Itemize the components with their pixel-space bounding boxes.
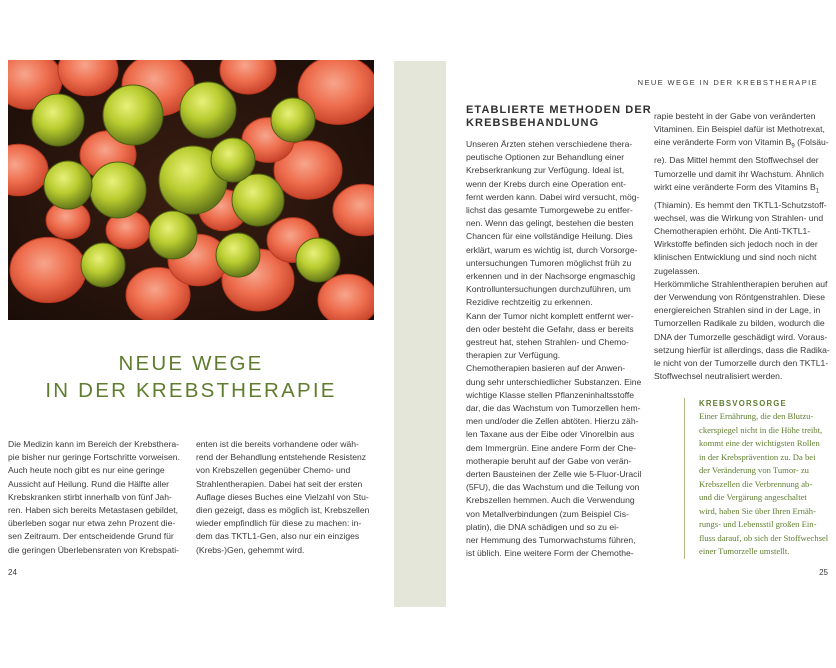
subscript: 9 <box>791 144 795 151</box>
text-line: re). Das Mittel hemmt den Stoffwechsel der <box>654 155 819 166</box>
text-line: men und/oder die Zellen abtöten. Hierzu zäh- <box>466 416 639 427</box>
info-box-line: und die Vergärung angeschaltet <box>699 492 807 502</box>
text-fragment: (Folsäu- <box>794 137 829 148</box>
cancer-cell <box>211 138 255 182</box>
text-line: Herkömmliche Strahlentherapien beruhen auf <box>654 278 828 289</box>
text-line: (Thiamin). Es hemmt den TKTL1-Schutzstoff- <box>654 199 827 210</box>
text-line: eine veränderte Form von Vitamin $B_9$ (Folsäu- <box>654 137 829 151</box>
text-line: Chemotherapien erhöht. Die Anti-TKTL1- <box>654 226 811 237</box>
text-line: Krebskranken stirbt innerhalb von fünf Jah- <box>8 491 172 502</box>
text-line: setzung hierfür ist allerdings, dass die Radika- <box>654 344 830 355</box>
red-blood-cell <box>10 237 86 302</box>
text-line: zugelassen. <box>654 265 700 276</box>
section-heading-line-1: ETABLIERTE METHODEN DER <box>466 104 652 116</box>
text-line: ist üblich. Eine weitere Form der Chemothe- <box>466 548 634 559</box>
info-box-line: wird, haben Sie über Ihren Ernäh- <box>699 505 816 516</box>
text-line: Vitaminen. Ein Beispiel dafür ist Methotrexat, <box>654 124 825 135</box>
text-line: Krebserkrankung zur Verfügung. Ideal ist, <box>466 165 625 176</box>
text-line: Stoffwechsel neutralisiert werden. <box>654 371 783 382</box>
text-line: dem Immergrün. Eine andere Form der Che- <box>466 442 637 453</box>
text-line: rapie besteht in der Gabe von veränderten <box>654 111 816 121</box>
running-head: NEUE WEGE IN DER KREBSTHERAPIE <box>637 78 818 87</box>
text-line: Chancen für eine vollständige Heilung. Dies <box>466 231 633 242</box>
text-line: Kontrolluntersuchungen durchzuführen, um <box>466 284 631 295</box>
text-line: wichtige Klasse stellen Pflanzeninhaltsstoffe <box>466 389 634 400</box>
page-number-left: 24 <box>8 568 17 577</box>
text-line: sen Zeitraum. Der entscheidende Grund für <box>8 531 174 542</box>
section-heading <box>466 104 656 130</box>
right-body-column-1 <box>466 138 652 561</box>
chapter-title <box>8 350 374 404</box>
info-box-line: kommt eine der wichtigsten Rollen <box>699 438 820 448</box>
text-line: ner Hemmung des Tumorwachstums führen, <box>466 535 636 546</box>
section-heading-line-2: KREBSBEHANDLUNG <box>466 117 600 129</box>
text-line: dar, die das Wachstum von Tumorzellen hem- <box>466 403 641 414</box>
left-body-column-1 <box>8 438 188 557</box>
text-line: Kann der Tumor nicht komplett entfernt wer- <box>466 310 634 321</box>
text-line: enten ist die bereits vorhandene oder wäh- <box>196 439 359 449</box>
text-line: überleben sogar nur etwa zehn Prozent die- <box>8 518 176 529</box>
text-line: dien gezeigt, dass es möglich ist, Krebszellen <box>196 505 370 516</box>
info-box-line: in der Krebsprävention zu. Da bei <box>699 451 816 462</box>
text-line: erkennen und in der Nachsorge engmaschig <box>466 271 636 282</box>
text-line: motherapie beruht auf der Gabe von verän- <box>466 455 632 466</box>
text-line: derten Bausteinen der Zelle wie 5-Fluor-Uracil <box>466 469 642 480</box>
text-line: der Verwendung von Röntgenstrahlen. Diese <box>654 292 826 303</box>
cancer-cell <box>103 85 163 145</box>
text-line: Aussicht auf Heilung. Rund die Hälfte aller <box>8 478 169 489</box>
info-box-line: rungs- und Lebensstil großen Ein- <box>699 519 817 529</box>
text-line: Strahlentherapien. Dabei hat seit der ersten <box>196 478 363 489</box>
microscopy-image <box>8 60 374 320</box>
cancer-cell <box>271 98 315 142</box>
left-body-column-2 <box>196 438 376 557</box>
gutter-stripe <box>394 61 446 607</box>
cancer-cell <box>81 243 125 287</box>
info-box-text <box>699 410 836 559</box>
text-line: (5FU), die das Wachstum und die Teilung von <box>466 482 640 493</box>
text-line: wenn der Krebs durch eine Operation ent- <box>466 178 627 189</box>
text-line: Die Medizin kann im Bereich der Krebsthera- <box>8 439 179 449</box>
cancer-cells-photo <box>8 60 374 320</box>
text-line: erklärt, warum es wichtig ist, durch Vorsorge- <box>466 244 638 255</box>
text-line: energiereichen Strahlen sind in der Lage, in <box>654 305 821 316</box>
text-line: Tumorzelle und damit ihr Wachstum. Ähnlich <box>654 168 824 179</box>
info-box-line: einer Tumorzelle umstellt. <box>699 546 790 556</box>
text-line: den oder besteht die Gefahr, dass er bereits <box>466 323 634 334</box>
text-line: rend der Behandlung entstehende Resistenz <box>196 452 367 463</box>
chapter-title-line-1: NEUE WEGE <box>118 352 264 375</box>
text-line: dem das TKTL1-Gen, also nur ein einziges <box>196 531 360 542</box>
cancer-cell <box>296 238 340 282</box>
text-line: Auch heute noch gibt es nur eine geringe <box>8 465 165 476</box>
cancer-cell <box>149 211 197 259</box>
page-number-right: 25 <box>819 568 828 577</box>
info-box-title: KREBSVORSORGE <box>699 399 787 408</box>
cancer-cell <box>216 233 260 277</box>
text-line: dung sehr unterschiedlicher Substanzen. Eine <box>466 376 642 387</box>
text-line: lichst das gesamte Tumorgewebe zu entfer- <box>466 205 633 216</box>
text-line: die geringen Überlebensraten von Krebspati- <box>8 544 180 555</box>
info-box-line: Einer Ernährung, die den Blutzu- <box>699 411 814 421</box>
info-box-line: ckerspiegel nicht in die Höhe treibt, <box>699 424 823 435</box>
text-line: wieder empfindlich für diese zu machen: in- <box>196 518 362 529</box>
cancer-cell <box>90 162 146 218</box>
text-line: untersuchungen Tumoren möglichst früh zu <box>466 257 632 268</box>
text-line: Rezidive rechtzeitig zu erkennen. <box>466 297 593 308</box>
info-box-line: fluss darauf, ob sich der Stoffwechsel <box>699 532 829 543</box>
text-line: Tumorzellen Radikale zu bilden, wodurch die <box>654 318 825 329</box>
text-line: pie bisher nur geringe Fortschritte vorweisen. <box>8 452 180 463</box>
cancer-cell <box>232 174 284 226</box>
info-box-line: der Veränderung von Tumor- zu <box>699 465 809 475</box>
text-line: le nicht von der Tumorzelle durch den TKTL1- <box>654 358 829 369</box>
right-body-column-2 <box>654 110 834 384</box>
cancer-cell <box>44 161 92 209</box>
text-line: ren. Haben sich bereits Metastasen gebildet, <box>8 505 179 516</box>
text-line: len Taxane aus der Eibe oder Vinorelbin aus <box>466 429 635 440</box>
text-line: klinischen Entwicklung und sind noch nicht <box>654 252 817 263</box>
text-line: therapien zur Verfügung. <box>466 350 561 361</box>
cancer-cell <box>32 94 84 146</box>
text-line: nen. Wenn das gelingt, bestehen die besten <box>466 218 634 229</box>
info-box-line: Krebszellen die Verbrennung ab- <box>699 478 813 489</box>
text-line: peutische Optionen zur Behandlung einer <box>466 152 625 163</box>
text-line: DNA der Tumorzelle geschädigt wird. Voraus- <box>654 331 828 342</box>
text-line: fernt werden kann. Dabei wird versucht, mög- <box>466 191 640 202</box>
cancer-cell <box>180 82 236 138</box>
text-line: Unseren Ärzten stehen verschiedene thera- <box>466 139 633 149</box>
text-line: von Krebszellen gegenüber Chemo- und <box>196 465 351 476</box>
text-line: Auflage dieses Buches eine Vielzahl von Stu- <box>196 491 369 502</box>
text-line: platin), die DNA schädigen und so zu ei- <box>466 521 619 532</box>
text-line: wirkt eine veränderte Form des Vitamins $B_1$ <box>654 181 820 195</box>
text-line: gestreut hat, stehen Strahlen- und Chemo- <box>466 337 629 348</box>
text-line: (Krebs-)Gen, gehemmt wird. <box>196 544 305 555</box>
info-box-krebsvorsorge <box>684 398 836 559</box>
text-line: von Metallverbindungen (zum Beispiel Cis- <box>466 508 629 519</box>
chapter-title-line-2: IN DER KREBSTHERAPIE <box>45 379 337 402</box>
subscript: 1 <box>815 188 820 195</box>
text-line: wechsel, was die Wirkung von Strahlen- und <box>654 212 824 223</box>
text-line: Chemotherapien basieren auf der Anwen- <box>466 363 626 374</box>
text-line: Wirkstoffe befinden sich jedoch noch in der <box>654 239 818 250</box>
text-line: Krebszellen hemmen. Auch die Verwendung <box>466 495 635 506</box>
